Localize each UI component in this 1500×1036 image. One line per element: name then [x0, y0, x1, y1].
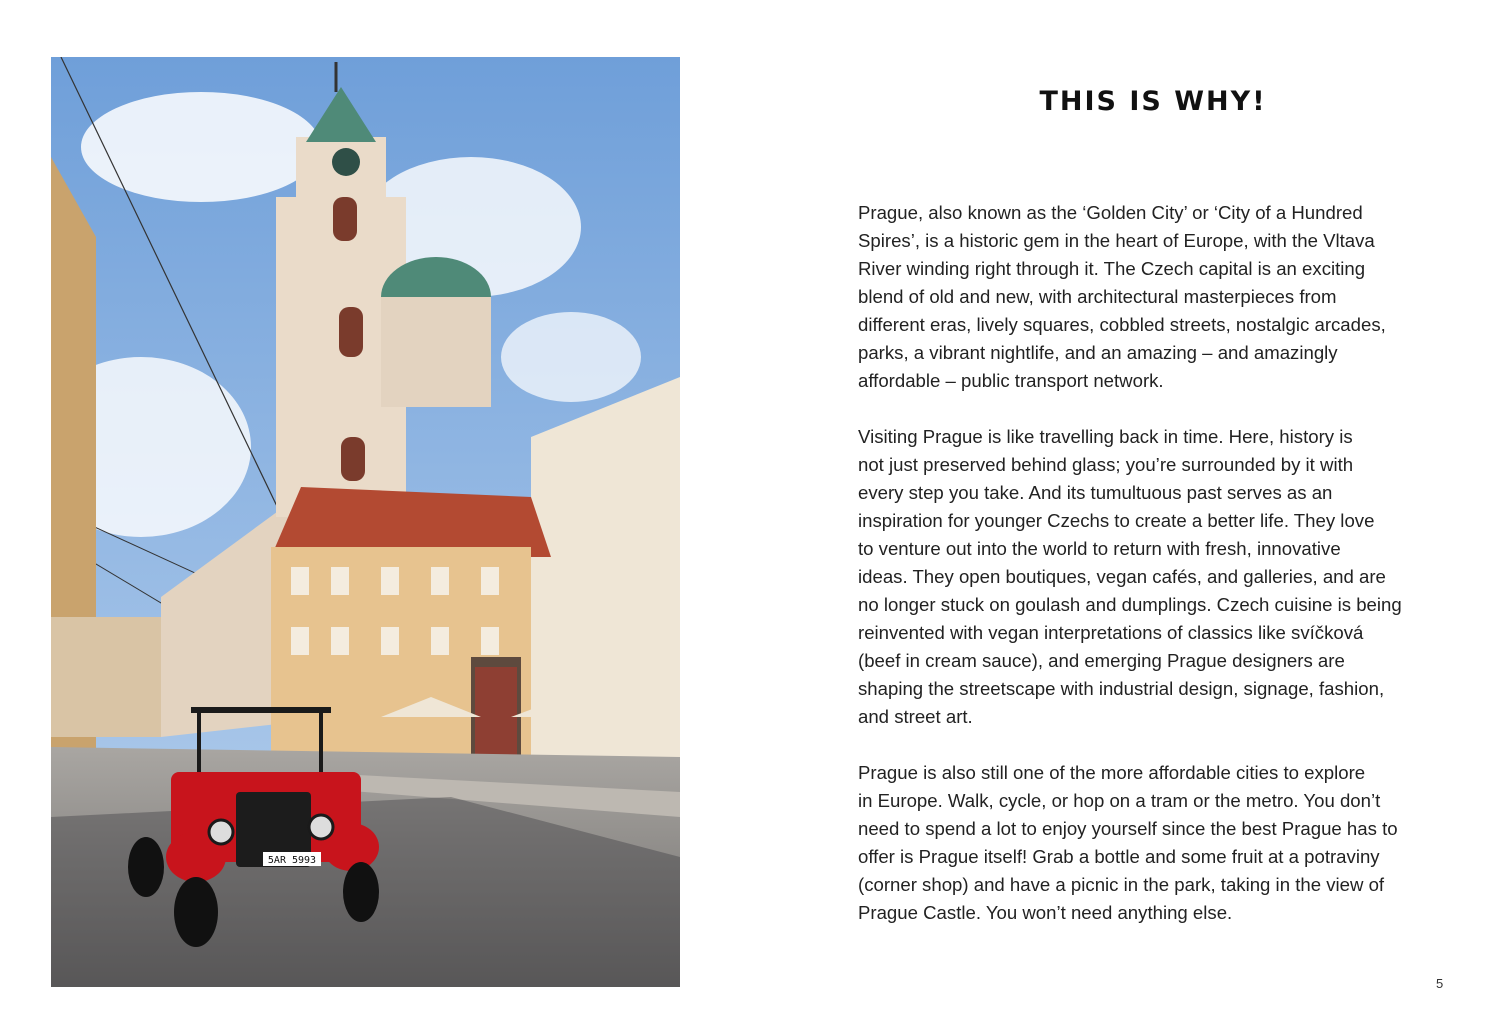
text-line: in Europe. Walk, cycle, or hop on a tram or the metro. You don’t [858, 790, 1381, 811]
text-line: no longer stuck on goulash and dumplings. Czech cuisine is being [858, 594, 1402, 615]
text-line: offer is Prague itself! Grab a bottle and some fruit at a potraviny [858, 846, 1380, 867]
page-number: 5 [1436, 976, 1444, 991]
red-roof [271, 487, 551, 557]
text-line: every step you take. And its tumultuous past serves as an [858, 482, 1333, 503]
text-line: ideas. They open boutiques, vegan cafés, and galleries, and are [858, 566, 1386, 587]
text-line: Prague, also known as the ‘Golden City’ or ‘City of a Hundred [858, 202, 1363, 223]
text-line: and street art. [858, 706, 973, 727]
paragraph-3 [858, 759, 1458, 927]
tower-window [333, 197, 357, 241]
text-line: blend of old and new, with architectural masterpieces from [858, 286, 1337, 307]
tower-window [339, 307, 363, 357]
text-line: inspiration for younger Czechs to create a better life. They love [858, 510, 1375, 531]
text-line: parks, a vibrant nightlife, and an amazing – and amazingly [858, 342, 1338, 363]
text-line: need to spend a lot to enjoy yourself since the best Prague has to [858, 818, 1398, 839]
text-line: affordable – public transport network. [858, 370, 1164, 391]
text-line: Spires’, is a historic gem in the heart of Europe, with the Vltava [858, 230, 1375, 251]
text-line: Prague is also still one of the more affordable cities to explore [858, 762, 1366, 783]
text-line: shaping the streetscape with industrial design, signage, fashion, [858, 678, 1385, 699]
church-clock [332, 148, 360, 176]
article-body [858, 199, 1458, 955]
church-drum [381, 297, 491, 407]
text-line: (beef in cream sauce), and emerging Prague designers are [858, 650, 1345, 671]
text-line: not just preserved behind glass; you’re surrounded by it with [858, 454, 1354, 475]
page-heading: THIS IS WHY! [1039, 86, 1267, 117]
text-line: (corner shop) and have a picnic in the park, taking in the view of [858, 874, 1385, 895]
right-building [531, 377, 680, 817]
text-line: Visiting Prague is like travelling back in time. Here, history is [858, 426, 1353, 447]
text-line: different eras, lively squares, cobbled streets, nostalgic arcades, [858, 314, 1386, 335]
text-line: River winding right through it. The Czech capital is an exciting [858, 258, 1366, 279]
cloud [81, 92, 321, 202]
text-line: to venture out into the world to return with fresh, innovative [858, 538, 1341, 559]
car-plate: 5AR 5993 [267, 855, 317, 866]
text-line: reinvented with vegan interpretations of classics like svíčková [858, 622, 1364, 643]
paragraph-1 [858, 199, 1458, 395]
left-building-far [51, 617, 161, 737]
tower-window [341, 437, 365, 481]
left-building [51, 157, 96, 847]
cloud [501, 312, 641, 402]
paragraph-2 [858, 423, 1458, 731]
text-line: Prague Castle. You won’t need anything else. [858, 902, 1233, 923]
photo-illustration [51, 57, 680, 987]
prague-street-photo [51, 57, 680, 987]
